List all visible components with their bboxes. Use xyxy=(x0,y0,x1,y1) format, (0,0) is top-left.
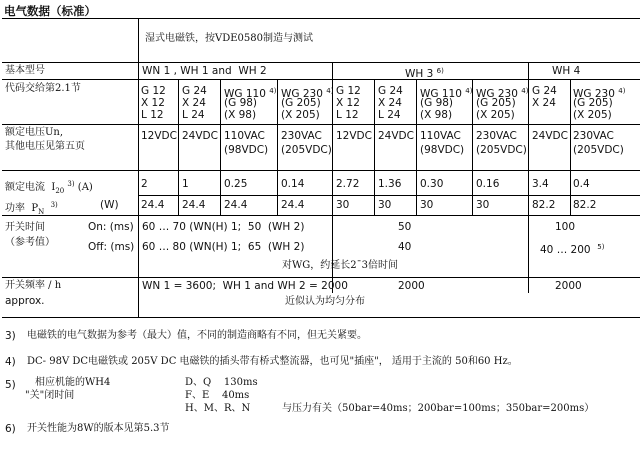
voltage-cell: (98VDC) xyxy=(420,144,465,156)
frequency-group3: 2000 xyxy=(555,280,582,292)
code-cell: WG 230 $^{4)}$ xyxy=(573,87,626,100)
switch-off-group3: 40 … 200 $^{5)}$ xyxy=(540,243,605,256)
footnote-6-text: 开关性能为8W的版本见第5.3节 xyxy=(27,423,170,434)
switch-on-group2: 50 xyxy=(398,221,412,233)
code-cell: L 12 xyxy=(336,109,359,121)
current-value: 0.25 xyxy=(224,178,248,190)
code-label: 代码交给第2.1节 xyxy=(5,83,81,94)
voltage-cell: 230VAC xyxy=(476,130,517,142)
code-cell: (X 98) xyxy=(224,109,257,121)
code-cell: (G 205) xyxy=(573,97,613,109)
voltage-cell: 12VDC xyxy=(336,130,372,142)
basic-type-group3: WH 4 xyxy=(552,65,581,77)
voltage-cell: 24VDC xyxy=(378,130,414,142)
power-label: 功率 $P_N$ $^{3)}$ xyxy=(5,201,58,216)
frequency-label-approx: approx. xyxy=(5,295,45,307)
page-title: 电气数据（标准） xyxy=(4,4,96,18)
code-cell: X 12 xyxy=(141,97,165,109)
voltage-cell: (98VDC) xyxy=(224,144,269,156)
header-note: 湿式电磁铁，按VDE0580制造与测试 xyxy=(145,33,313,44)
power-value: 30 xyxy=(378,199,392,211)
code-cell: G 12 xyxy=(141,85,166,97)
code-cell: X 24 xyxy=(532,97,556,109)
frequency-group2: 2000 xyxy=(398,280,425,292)
footnote-5-line1: 相应机能的WH4 xyxy=(35,377,111,388)
basic-type-group2: WH 3 $^{6)}$ xyxy=(405,67,444,80)
voltage-cell: 110VAC xyxy=(224,130,265,142)
frequency-note: 近似认为均匀分布 xyxy=(285,296,365,307)
footnote-5-c1: D、Q 130ms xyxy=(185,377,258,388)
power-value: 30 xyxy=(336,199,350,211)
current-value: 3.4 xyxy=(532,178,549,190)
voltage-cell: 230VAC xyxy=(573,130,614,142)
current-value: 0.16 xyxy=(476,178,500,190)
power-value: 24.4 xyxy=(224,199,248,211)
voltage-cell: (205VDC) xyxy=(476,144,527,156)
code-cell: X 12 xyxy=(336,97,360,109)
current-value: 2 xyxy=(141,178,148,190)
code-cell: (G 98) xyxy=(224,97,258,109)
code-cell: (G 98) xyxy=(420,97,454,109)
footnote-5-line2: "关"闭时间 xyxy=(25,390,75,401)
code-cell: X 24 xyxy=(182,97,206,109)
current-value: 0.30 xyxy=(420,178,444,190)
voltage-label-2: 其他电压见第五页 xyxy=(5,141,85,152)
code-cell: WG 230 $^{4)}$ xyxy=(281,87,334,100)
code-cell: X 24 xyxy=(378,97,402,109)
power-value: 82.2 xyxy=(573,199,597,211)
code-cell: WG 230 $^{4)}$ xyxy=(476,87,529,100)
voltage-cell: (205VDC) xyxy=(281,144,332,156)
footnote-5-c2: F、E 40ms xyxy=(185,390,250,401)
voltage-cell: (205VDC) xyxy=(573,144,624,156)
footnote-4-num: 4) xyxy=(5,356,16,368)
code-cell: (X 205) xyxy=(573,109,612,121)
current-value: 1.36 xyxy=(378,178,402,190)
footnote-5-c3-tail: 与压力有关（50bar=40ms；200bar=100ms；350bar=200ms） xyxy=(282,403,595,414)
footnote-5-c3: H、M、R、N xyxy=(185,403,251,414)
power-value: 30 xyxy=(476,199,490,211)
footnote-3-num: 3) xyxy=(5,330,16,342)
current-value: 2.72 xyxy=(336,178,360,190)
code-cell: (X 205) xyxy=(281,109,320,121)
frequency-label: 开关频率 / h xyxy=(5,280,62,291)
current-value: 0.4 xyxy=(573,178,590,190)
power-value: 24.4 xyxy=(141,199,165,211)
code-cell: G 12 xyxy=(336,85,361,97)
footnote-6-num: 6) xyxy=(5,423,16,435)
frequency-group1: WN 1 = 3600; WH 1 and WH 2 = 2000 xyxy=(142,280,348,292)
footnote-3-text: 电磁铁的电气数据为参考（最大）值，不同的制造商略有不同，但无关紧要。 xyxy=(27,330,367,341)
power-value: 30 xyxy=(420,199,434,211)
switch-time-label-2: （参考值） xyxy=(5,237,55,248)
switch-off-group1: 60 … 80 (WN(H) 1; 65 (WH 2) xyxy=(142,241,305,253)
code-cell: L 12 xyxy=(141,109,164,121)
footnote-5-num: 5) xyxy=(5,379,16,391)
voltage-cell: 24VDC xyxy=(532,130,568,142)
basic-type-label: 基本型号 xyxy=(5,65,45,76)
switch-on-group1: 60 … 70 (WN(H) 1; 50 (WH 2) xyxy=(142,221,305,233)
voltage-cell: 110VAC xyxy=(420,130,461,142)
code-cell: G 24 xyxy=(182,85,207,97)
power-unit: (W) xyxy=(100,199,119,211)
switch-on-label: On: (ms) xyxy=(88,221,134,233)
current-value: 0.14 xyxy=(281,178,305,190)
current-value: 1 xyxy=(182,178,189,190)
code-cell: (G 205) xyxy=(281,97,321,109)
footnote-4-text: DC- 98V DC电磁铁或 205V DC 电磁铁的插头带有桥式整流器，也可见"插座"， 适用于主流的 50和60 Hz。 xyxy=(27,356,518,367)
code-cell: L 24 xyxy=(182,109,205,121)
current-label: 额定电流 $I_{20}$ $^{3)}$ (A) xyxy=(5,180,93,195)
power-value: 24.4 xyxy=(182,199,206,211)
code-cell: WG 110 $^{4)}$ xyxy=(420,87,473,100)
voltage-label-1: 额定电压Un, xyxy=(5,127,64,138)
power-value: 24.4 xyxy=(281,199,305,211)
basic-type-group1: WN 1 , WH 1 and WH 2 xyxy=(142,65,267,77)
code-cell: (X 98) xyxy=(420,109,453,121)
code-cell: WG 110 $^{4)}$ xyxy=(224,87,277,100)
switch-off-label: Off: (ms) xyxy=(88,241,135,253)
code-cell: (G 205) xyxy=(476,97,516,109)
code-cell: G 24 xyxy=(532,85,557,97)
code-cell: G 24 xyxy=(378,85,403,97)
power-value: 82.2 xyxy=(532,199,556,211)
voltage-cell: 12VDC xyxy=(141,130,177,142)
switch-time-label: 开关时间 xyxy=(5,222,45,233)
code-cell: L 24 xyxy=(378,109,401,121)
voltage-cell: 230VAC xyxy=(281,130,322,142)
switch-off-group2: 40 xyxy=(398,241,412,253)
switch-extend-note: 对WG，约延长2¯3倍时间 xyxy=(282,260,398,271)
code-cell: (X 205) xyxy=(476,109,515,121)
voltage-cell: 24VDC xyxy=(182,130,218,142)
switch-on-group3: 100 xyxy=(555,221,576,233)
